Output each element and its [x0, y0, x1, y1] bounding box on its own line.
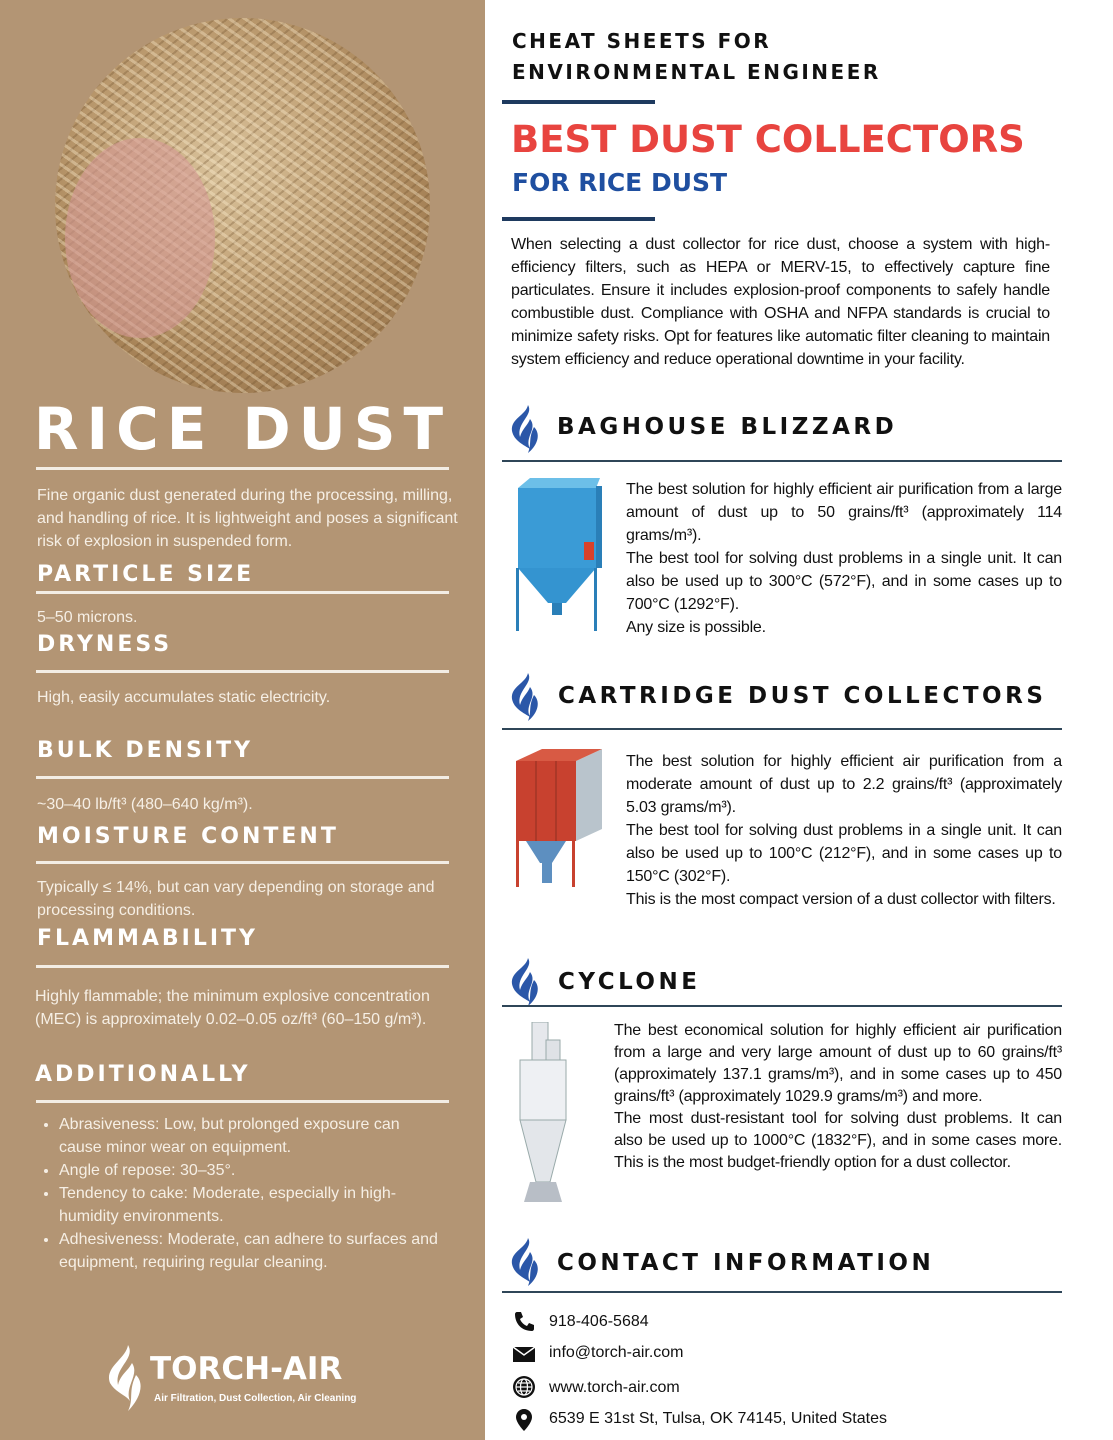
divider	[502, 217, 655, 221]
cartridge-description: The best solution for highly efficient air purification from a moderate amount of dust up to 2.2 grains/ft³ (approximately 5.03 grams/m³). The best tool for solving dust problems in a single unit. It can also be used up to 100°C (212°F), and in some cases up to 150°C (302°F). This is the most compact version of a dust collector with filters.	[626, 753, 1062, 908]
rice-husk-photo	[55, 18, 430, 393]
divider	[36, 670, 449, 673]
heading-additionally: ADDITIONALLY	[35, 1062, 251, 1087]
divider	[36, 861, 449, 864]
phone-icon	[512, 1310, 536, 1334]
heading-baghouse-blizzard: BAGHOUSE BLIZZARD	[557, 414, 898, 440]
divider	[36, 591, 449, 594]
heading-dryness: DRYNESS	[37, 632, 173, 657]
bulk-density-text: ~30–40 lb/ft³ (480–640 kg/m³).	[37, 796, 253, 813]
additional-properties-list	[37, 1113, 442, 1274]
cyclone-image	[510, 1022, 580, 1212]
kicker: CHEAT SHEETS FOR ENVIRONMENTAL ENGINEER	[512, 29, 881, 84]
divider	[502, 728, 1062, 730]
divider	[502, 100, 655, 104]
rice-dust-title: RICE DUST	[33, 395, 452, 463]
divider	[502, 1005, 1062, 1007]
cyclone-description: The best economical solution for highly efficient air purification from a large and very large amount of dust up to 60 grains/ft³ (approximately 137.1 grams/m³), and in some cases up to 450 grains/ft³ (approximately 1029.9 grams/m³) and more. The most dust-resistant tool for solving dust problems. It can also be used up to 1000°C (1832°F), and in some cases more. This is the most budget-friendly option for a dust collector.	[614, 1022, 1062, 1171]
divider	[502, 460, 1062, 462]
email-icon	[512, 1342, 536, 1366]
location-pin-icon	[512, 1408, 536, 1432]
page-subtitle: FOR RICE DUST	[512, 168, 728, 197]
divider	[36, 467, 449, 470]
heading-cartridge-dust-collectors: CARTRIDGE DUST COLLECTORS	[558, 683, 1047, 709]
website-link[interactable]: www.torch-air.com	[549, 1379, 680, 1396]
flame-logo-icon	[106, 1345, 148, 1413]
flame-icon	[510, 1238, 542, 1286]
globe-icon	[512, 1375, 536, 1399]
baghouse-description: The best solution for highly efficient air purification from a large amount of dust up to 50 grains/ft³ (approximately 114 grams/m³). The best tool for solving dust problems in a single unit. It can also be used up to 300°C (572°F), and in some cases up to 700°C (1292°F). Any size is possible.	[626, 481, 1062, 636]
flame-icon	[510, 958, 542, 1006]
left-panel	[0, 0, 485, 1440]
heading-flammability: FLAMMABILITY	[37, 926, 258, 951]
dryness-text: High, easily accumulates static electricity.	[37, 689, 331, 706]
heading-cyclone: CYCLONE	[558, 969, 701, 995]
particle-size-text: 5–50 microns.	[37, 609, 138, 626]
email-link[interactable]: info@torch-air.com	[549, 1344, 684, 1361]
flammability-text: Highly flammable; the minimum explosive concentration (MEC) is approximately 0.02–0.05 oz/ft³ (60–150 g/m³).	[35, 988, 430, 1028]
list-item: • Angle of repose: 30–35°.	[59, 1159, 442, 1182]
baghouse-image	[510, 478, 602, 633]
list-item: • Tendency to cake: Moderate, especially in high-humidity environments.	[59, 1182, 442, 1228]
moisture-text: Typically ≤ 14%, but can vary depending on storage and processing conditions.	[37, 879, 435, 919]
logo-name: TORCH-AIR	[150, 1351, 343, 1387]
intro-text: Fine organic dust generated during the processing, milling, and handling of rice. It is lightweight and poses a significant risk of explosion in suspended form.	[37, 487, 458, 550]
heading-bulk-density: BULK DENSITY	[37, 738, 254, 763]
list-item: • Adhesiveness: Moderate, can adhere to surfaces and equipment, requiring regular cleaning.	[59, 1228, 442, 1274]
divider	[36, 776, 449, 779]
flame-icon	[510, 673, 542, 721]
address: 6539 E 31st St, Tulsa, OK 74145, United States	[549, 1410, 887, 1427]
divider	[502, 1291, 1062, 1293]
list-item: • Abrasiveness: Low, but prolonged exposure can cause minor wear on equipment.	[59, 1113, 442, 1159]
cartridge-collector-image	[512, 745, 612, 890]
heading-contact-information: CONTACT INFORMATION	[557, 1250, 935, 1276]
heading-particle-size: PARTICLE SIZE	[37, 562, 255, 587]
logo-tagline: Air Filtration, Dust Collection, Air Cleaning	[154, 1393, 357, 1404]
torch-air-logo	[106, 1345, 386, 1415]
phone-number[interactable]: 918-406-5684	[549, 1313, 649, 1330]
flame-icon	[510, 405, 542, 453]
page-title: BEST DUST COLLECTORS	[511, 118, 1025, 161]
intro-text: When selecting a dust collector for rice dust, choose a system with high-efficiency filters, such as HEPA or MERV-15, to effectively capture fine particulates. Ensure it includes explosion-proof components to safely handle combustible dust. Compliance with OSHA and NFPA standards is crucial to minimize safety risks. Opt for features like automatic filter cleaning to maintain system efficiency and reduce operational downtime in your facility.	[511, 236, 1050, 368]
divider	[36, 1100, 449, 1103]
heading-moisture-content: MOISTURE CONTENT	[37, 824, 339, 849]
divider	[36, 965, 449, 968]
